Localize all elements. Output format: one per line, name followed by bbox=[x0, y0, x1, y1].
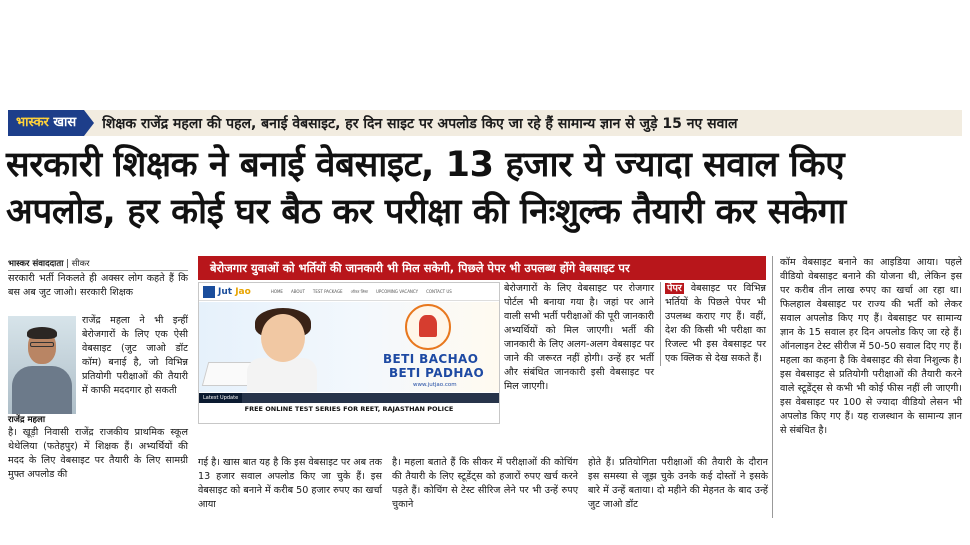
byline: भास्कर संवाददाता | सीकर bbox=[8, 259, 90, 269]
website-nav bbox=[199, 283, 499, 301]
headline bbox=[6, 142, 966, 236]
paper-label: पेपर bbox=[667, 283, 682, 294]
divider bbox=[772, 256, 773, 518]
website-menu bbox=[271, 289, 452, 295]
website-logo-part-1: Jut bbox=[218, 286, 233, 297]
website-logo-icon bbox=[203, 286, 215, 298]
portrait-body bbox=[12, 366, 72, 414]
portrait-glasses bbox=[30, 342, 54, 347]
section-tag bbox=[8, 110, 84, 136]
photo-caption: राजेंद्र महला bbox=[8, 414, 76, 426]
column-mid-b-text: वेबसाइट पर विभिन्न भर्तियों के पिछले पेपर भी उपलब्ध कराए गए हैं। वहीं, देश की किसी भी परीक्षा का रिजल्ट भी इस वेबसाइट पर एक क्लिक से देख सकते हैं। bbox=[665, 283, 766, 364]
kicker-bar bbox=[8, 110, 962, 136]
latest-update-label: Latest Update bbox=[199, 393, 242, 403]
website-logo bbox=[218, 287, 251, 297]
strip-column-2: है। महला बताते हैं कि सीकर में परीक्षाओं की कोचिंग की तैयारी के लिए स्टूडेंट्स को हजारों रुपए खर्च करने पड़ते हैं। कोचिंग से टेस्ट सीरिज लेने पर भी उन्हें रुपए चुकाने bbox=[392, 457, 578, 510]
website-menu-item: HOME bbox=[270, 288, 283, 294]
website-menu-item: ऑफर लिस्ट bbox=[350, 288, 368, 294]
headline-line-1: सरकारी शिक्षक ने बनाई वेबसाइट, 13 हजार ये ज्यादा सवाल किए bbox=[6, 145, 845, 185]
portrait-photo bbox=[8, 316, 76, 414]
latest-update-bar bbox=[199, 393, 499, 403]
section-tag-brand: भास्कर bbox=[16, 115, 49, 130]
website-hero bbox=[199, 302, 499, 392]
byline-place: सीकर bbox=[71, 259, 90, 269]
column-1-side: राजेंद्र महला ने भी इन्हीं बेरोजगारों के लिए एक ऐसी वेबसाइट (जुट जाओ डॉट कॉम) बनाई है, जो विभिन्न प्रतियोगी परीक्षाओं की तैयारी में काफी मददगार हो सकती bbox=[82, 315, 188, 396]
strip-column-3: होते हैं। प्रतियोगिता परीक्षाओं की तैयारी के दौरान इस समस्या से जूझ चुके उनके कई दोस्तों ने इसके बारे में उन्हें बताया। दो महीने की मेहनत के बाद उन्हें जुट जाओ डॉट bbox=[588, 457, 768, 510]
portrait-hair bbox=[27, 327, 57, 339]
girl-face bbox=[261, 314, 305, 362]
strip-column-1: गई है। खास बात यह है कि इस वेबसाइट पर अब तक 13 हजार सवाल अपलोड किए जा चुके हैं। इस वेबसाइट को बनाने में करीब 50 हजार रुपए का खर्चा आया bbox=[198, 457, 382, 510]
column-mid-b bbox=[660, 282, 766, 366]
column-1-bottom: है। खूड़ी निवासी राजेंद्र राजकीय प्राथमिक स्कूल थेथेलिया (फतेहपुर) में शिक्षक हैं। अभ्यर्थियों की मदद के लिए वेबसाइट पर तैयारी के लिए सामग्री मुफ्त अपलोड की bbox=[8, 427, 188, 480]
byline-name: भास्कर संवाददाता bbox=[8, 259, 64, 269]
subhead-banner: बेरोजगार युवाओं को भर्तियों की जानकारी भी मिल सकेगी, पिछले पेपर भी उपलब्ध होंगे वेबसाइट पर bbox=[198, 256, 766, 280]
website-logo-part-2: Jao bbox=[235, 286, 251, 297]
website-url: www.jutjao.com bbox=[413, 382, 457, 388]
website-screenshot bbox=[198, 282, 500, 424]
section-tag-label: खास bbox=[53, 115, 77, 130]
banner-line-1: BETI BACHAO bbox=[383, 352, 479, 366]
website-menu-item: CONTACT US bbox=[426, 288, 452, 294]
website-menu-item: ABOUT bbox=[290, 288, 305, 294]
website-menu-item: TEST PACKAGE bbox=[312, 288, 343, 294]
girl-shirt bbox=[247, 358, 317, 392]
kicker-text: शिक्षक राजेंद्र महला की पहल, बनाई वेबसाइट, हर दिन साइट पर अपलोड किए जा रहे हैं सामान्य ज्ञान से जुड़े 15 नए सवाल bbox=[102, 115, 738, 132]
column-right: कॉम वेबसाइट बनाने का आइडिया आया। पहले वीडियो वेबसाइट बनाने की योजना थी, लेकिन इस पर करीब तीन लाख रुपए का खर्चा आ रहा था। फिलहाल वेबसाइट पर राज्य की भर्ती को लेकर सवाल अपलोड किए गए हैं। वेबसाइट पर सामान्य ज्ञान के 15 सवाल हर दिन अपलोड किए जा रहे हैं। ऑनलाइन टेस्ट सीरीज में 50-50 सवाल दिए गए हैं। महला का कहना है कि वेबसाइट की सेवा निशुल्क है। इस वेबसाइट से प्रतियोगी परीक्षाओं की तैयारी करने वाले स्टूडेंट्स से कभी भी कोई फीस नहीं ली जाएगी। इस वेबसाइट पर 100 से ज्यादा वीडियो लेसन भी अपलोड किए गए हैं। यह राजस्थान के सामान्य ज्ञान से संबंधित है। bbox=[780, 257, 962, 436]
divider bbox=[8, 270, 188, 271]
headline-line-2: अपलोड, हर कोई घर बैठ कर परीक्षा की निःशुल्क तैयारी कर सकेगा bbox=[6, 192, 846, 232]
test-series-line: FREE ONLINE TEST SERIES FOR REET, RAJASTHAN POLICE bbox=[244, 405, 454, 413]
website-menu-item: UPCOMING VACANCY bbox=[375, 288, 419, 294]
beti-bachao-emblem-icon bbox=[405, 304, 451, 350]
column-1-top: सरकारी भर्ती निकलते ही अक्सर लोग कहते हैं कि बस अब जुट जाओ। सरकारी शिक्षक bbox=[8, 273, 188, 298]
column-mid-a: बेरोजगारों के लिए वेबसाइट पर रोजगार पोर्टल भी बनाया गया है। जहां पर आने वाली सभी भर्ती परीक्षाओं की पूरी जानकारी अभ्यर्थियों को मिल जाएगी। भर्ती की जानकारी के लिए अलग-अलग वेबसाइट पर जाने की जरूरत नहीं होगी। उन्हें हर भर्ती और संबंधित जानकारी इसी वेबसाइट पर मिल जाएगी। bbox=[504, 283, 654, 392]
banner-line-2: BETI PADHAO bbox=[389, 366, 485, 380]
